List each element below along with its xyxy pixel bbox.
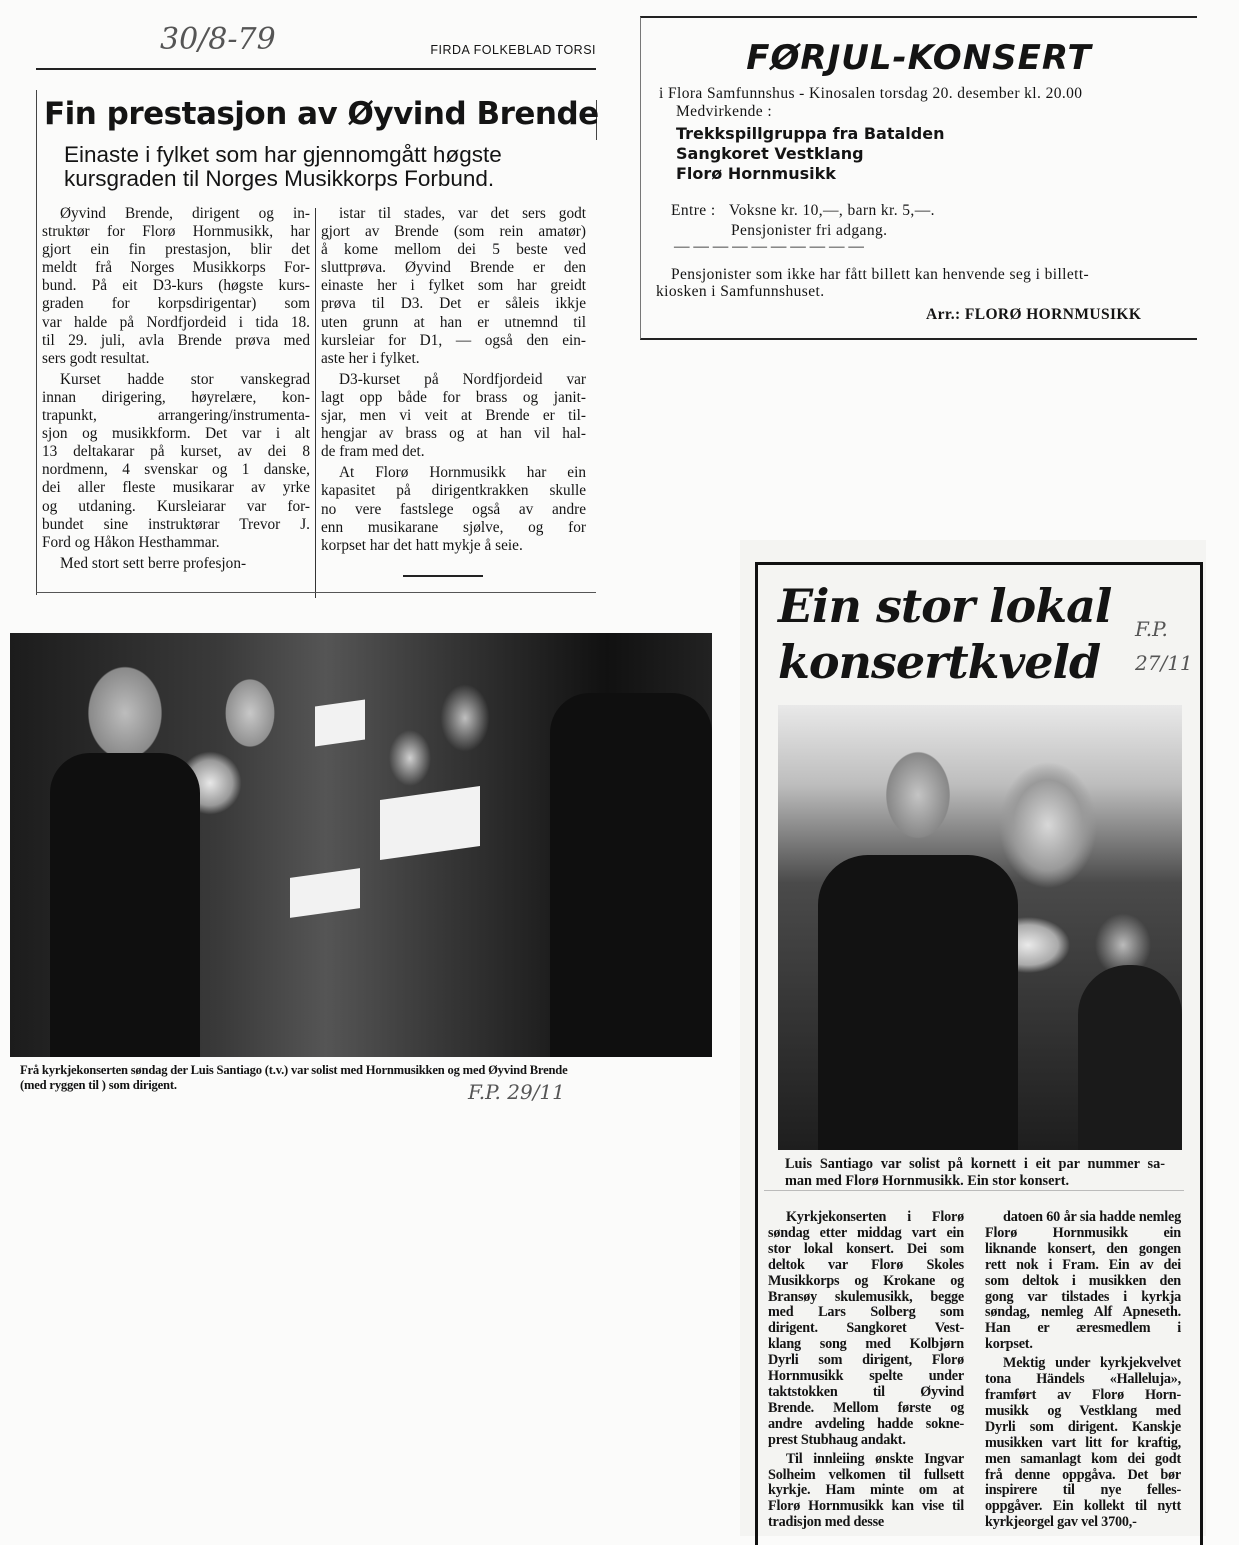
text-line: Øyvind Brende, dirigent og in- bbox=[60, 205, 310, 222]
article-ein-stor-lokal-konsertkveld bbox=[740, 540, 1206, 1536]
subheadline bbox=[64, 143, 502, 191]
text-line: musikken vart litt for kraftig, bbox=[985, 1434, 1181, 1451]
text-line: Florø Hornmusikk ein bbox=[985, 1224, 1181, 1241]
article-fin-prestasjon bbox=[36, 20, 599, 595]
text-line: musikk og Vestklang med bbox=[985, 1402, 1181, 1419]
participant: Trekkspillgruppa fra Batalden bbox=[676, 124, 945, 143]
caption-line: (med ryggen til ) som dirigent. bbox=[20, 1078, 177, 1092]
text-line: innan dirigering, høyrelære, kon- bbox=[42, 388, 310, 406]
dashed-divider: — — — — — — — — — — bbox=[674, 238, 864, 255]
text-line: Med stort sett berre profesjon- bbox=[60, 554, 247, 572]
text-line: sers godt resultat. bbox=[42, 349, 150, 367]
participants-label: Medvirkende : bbox=[676, 103, 773, 120]
text-line: D3-kurset på Nordfjordeid var bbox=[339, 370, 586, 388]
text-line: rett nok i Fram. Ein av dei bbox=[985, 1256, 1181, 1273]
text-line: dirigent. Sangkoret Vest- bbox=[768, 1320, 964, 1337]
photo-caption bbox=[785, 1156, 1165, 1190]
text-line: Han er æresmedlem i bbox=[985, 1320, 1181, 1337]
caption-line: man med Florø Hornmusikk. Ein stor konsert. bbox=[785, 1173, 1070, 1189]
text-line: Dyrli som dirigent. Kanskje bbox=[985, 1418, 1181, 1435]
text-line: tona Händels «Halleluja», bbox=[985, 1371, 1181, 1388]
divider bbox=[764, 1190, 1184, 1191]
text-line: Musikkorps og Krokane og bbox=[768, 1272, 964, 1289]
divider bbox=[36, 90, 37, 595]
subheadline-line: Einaste i fylket som har gjennomgått høgste bbox=[64, 142, 502, 167]
entry-label: Entre : bbox=[671, 202, 716, 219]
entry-pensioners: Pensjonister fri adgang. bbox=[731, 222, 888, 239]
text-line: Brende. Mellom første og bbox=[768, 1399, 964, 1416]
headline: Fin prestasjon av Øyvind Brende bbox=[44, 96, 599, 132]
photo-cornet-soloist bbox=[778, 705, 1182, 1150]
text-line: søndag etter middag vart ein bbox=[768, 1224, 964, 1241]
headline bbox=[778, 578, 1111, 690]
paragraph bbox=[985, 1210, 1181, 1353]
participant: Sangkoret Vestklang bbox=[676, 144, 864, 163]
text-line: prest Stubhaug andakt. bbox=[768, 1431, 906, 1448]
headline-line: konsertkveld bbox=[778, 635, 1101, 689]
handwritten-date-article1: 30/8-79 bbox=[160, 22, 276, 57]
article-column-1 bbox=[42, 205, 310, 576]
text-line: og utdaning. Kursleiarar var for- bbox=[42, 497, 310, 515]
organizer: Arr.: FLORØ HORNMUSIKK bbox=[926, 306, 1142, 323]
text-line: Bransøy skulemusikk, begge bbox=[768, 1288, 964, 1305]
text-line: andre avdeling hadde sokne- bbox=[768, 1415, 964, 1432]
text-line: bund. På eit D3-kurs (høgste kurs- bbox=[42, 277, 310, 295]
text-line: men samanlagt kom dei godt bbox=[985, 1450, 1181, 1467]
ad-title: FØRJUL-KONSERT bbox=[746, 38, 1092, 78]
text-line: søndag, nemleg Alf Apneseth. bbox=[985, 1304, 1181, 1321]
text-line: sluttprøva. Øyvind Brende er den bbox=[321, 259, 586, 277]
article-column-1 bbox=[768, 1210, 964, 1534]
paragraph bbox=[321, 371, 586, 461]
divider bbox=[36, 592, 596, 593]
text-line: einaste her i fylket som har greidt bbox=[321, 277, 586, 295]
text-line: Mektig under kyrkjekvelvet bbox=[1003, 1355, 1181, 1372]
handwritten-date-photo1: F.P. 29/11 bbox=[468, 1080, 565, 1104]
ticket-info-line: Pensjonister som ikke har fått billett kan henvende seg i billett- bbox=[671, 266, 1090, 283]
text-line: graden for korpsdirigentar) som bbox=[42, 295, 310, 313]
paragraph bbox=[42, 205, 310, 368]
text-line: stor lokal konsert. Dei som bbox=[768, 1240, 964, 1257]
text-line: nordmenn, 4 svenskar og 1 danske, bbox=[42, 461, 310, 479]
text-line: Hornmusikk spelte under bbox=[768, 1368, 964, 1385]
text-line: gjort ein fin prestasjon, blir det bbox=[42, 241, 310, 259]
headline-line: Ein stor lokal bbox=[778, 579, 1112, 633]
text-line: gong var tilstades i kyrkja bbox=[985, 1288, 1181, 1305]
text-line: kursleiar for D1, — også den ein- bbox=[321, 331, 586, 349]
text-line: Florø Hornmusikk kan vise til bbox=[768, 1498, 964, 1515]
text-line: Dyrli som dirigent, Florø bbox=[768, 1352, 964, 1369]
venue-line: i Flora Samfunnshus - Kinosalen torsdag 20. desember kl. 20.00 bbox=[659, 85, 1083, 102]
column-divider bbox=[315, 208, 316, 598]
text-line: Solheim velkomen til fullsett bbox=[768, 1466, 964, 1483]
text-line: inspirere til nye felles- bbox=[985, 1482, 1181, 1499]
text-line: no vere fastslege også av andre bbox=[321, 500, 586, 518]
text-line: enn musikarane sjølve, og for bbox=[321, 518, 586, 536]
text-line: klang song med Kolbjørn bbox=[768, 1336, 964, 1353]
end-mark bbox=[403, 575, 483, 577]
text-line: aste her i fylket. bbox=[321, 349, 420, 367]
text-line: uten grunn at han er utnemnd til bbox=[321, 313, 586, 331]
text-line: istar til stades, var det sers godt bbox=[339, 205, 586, 222]
text-line: framført av Florø Horn- bbox=[985, 1386, 1181, 1403]
text-line: struktør for Florø Hornmusikk, har bbox=[42, 223, 310, 241]
paragraph bbox=[768, 1452, 964, 1532]
text-line: som deltok i musikken den bbox=[985, 1272, 1181, 1289]
photo-caption bbox=[20, 1063, 710, 1093]
paragraph bbox=[42, 555, 310, 573]
text-line: Ford og Håkon Hesthammar. bbox=[42, 533, 220, 551]
subheadline-line: kursgraden til Norges Musikkorps Forbund. bbox=[64, 166, 495, 191]
text-line: taktstokken til Øyvind bbox=[768, 1383, 964, 1400]
text-line: meldt frå Norges Musikkorps For- bbox=[42, 259, 310, 277]
participant: Florø Hornmusikk bbox=[676, 164, 836, 183]
paragraph bbox=[42, 371, 310, 552]
text-line: Kurset hadde stor vanskegrad bbox=[60, 370, 310, 388]
text-line: korpset. bbox=[985, 1336, 1033, 1353]
text-line: kapasitet på dirigentkrakken skulle bbox=[321, 482, 586, 500]
text-line: til 29. juli, avla Brende prøva med bbox=[42, 331, 310, 349]
text-line: prøva til D3. Det er såleis ikkje bbox=[321, 295, 586, 313]
text-line: hengjar av brass og at han vil hal- bbox=[321, 425, 586, 443]
text-line: At Florø Hornmusikk har ein bbox=[339, 464, 586, 482]
text-line: deltok var Florø Skoles bbox=[768, 1256, 964, 1273]
entry-prices: Voksne kr. 10,—, barn kr. 5,—. bbox=[729, 202, 935, 219]
text-line: å kome mellom dei 5 beste ved bbox=[321, 241, 586, 259]
handwritten-date-article2: F.P. 27/11 bbox=[1135, 617, 1193, 675]
concert-advertisement bbox=[640, 16, 1197, 340]
text-line: korpset har det hatt mykje å seie. bbox=[321, 536, 523, 554]
text-line: frå denne oppgåva. Det bør bbox=[985, 1466, 1181, 1483]
photo-church-concert bbox=[10, 633, 712, 1057]
article-column-2 bbox=[985, 1210, 1181, 1534]
text-line: sjon og musikkform. Det var i alt bbox=[42, 425, 310, 443]
divider bbox=[36, 68, 596, 70]
text-line: de fram med det. bbox=[321, 443, 425, 461]
ticket-info-line: kiosken i Samfunnshuset. bbox=[656, 283, 825, 300]
article-column-2 bbox=[321, 205, 586, 558]
text-line: lagt opp både for brass og janit- bbox=[321, 388, 586, 406]
text-line: var halde på Nordfjordeid i tida 18. bbox=[42, 313, 310, 331]
paragraph bbox=[321, 205, 586, 368]
paragraph bbox=[985, 1356, 1181, 1531]
text-line: datoen 60 år sia hadde nemleg bbox=[1003, 1209, 1181, 1225]
paragraph bbox=[321, 464, 586, 554]
text-line: trapunkt, arrangering/instrumenta- bbox=[42, 407, 310, 425]
text-line: sjar, men vi veit at Brende er til- bbox=[321, 407, 586, 425]
text-line: bundet sine instruktørar Trevor J. bbox=[42, 515, 310, 533]
text-line: oppgåver. Ein kollekt til nytt bbox=[985, 1498, 1181, 1515]
paragraph bbox=[768, 1210, 964, 1449]
text-line: med Lars Solberg som bbox=[768, 1304, 964, 1321]
caption-line: Luis Santiago var solist på kornett i eit par nummer sa- bbox=[785, 1156, 1165, 1172]
text-line: Til innleiing ønskte Ingvar bbox=[786, 1450, 964, 1467]
text-line: liknande konsert, den gongen bbox=[985, 1240, 1181, 1257]
newspaper-header: FIRDA FOLKEBLAD TORSI bbox=[430, 43, 596, 57]
text-line: 13 deltakarar på kurset, av dei 8 bbox=[42, 443, 310, 461]
text-line: tradisjon med desse bbox=[768, 1514, 885, 1531]
text-line: kyrkjeorgel gav vel 3700,- bbox=[985, 1514, 1137, 1531]
text-line: Kyrkjekonserten i Florø bbox=[786, 1209, 964, 1225]
text-line: dei aller fleste musikarar av yrke bbox=[42, 479, 310, 497]
text-line: kyrkje. Ham minte om at bbox=[768, 1482, 964, 1499]
caption-line: Frå kyrkjekonserten søndag der Luis Santiago (t.v.) var solist med Hornmusikken og med Øyvind Brende bbox=[20, 1063, 568, 1077]
text-line: gjort av Brende (som rein amatør) bbox=[321, 223, 586, 241]
